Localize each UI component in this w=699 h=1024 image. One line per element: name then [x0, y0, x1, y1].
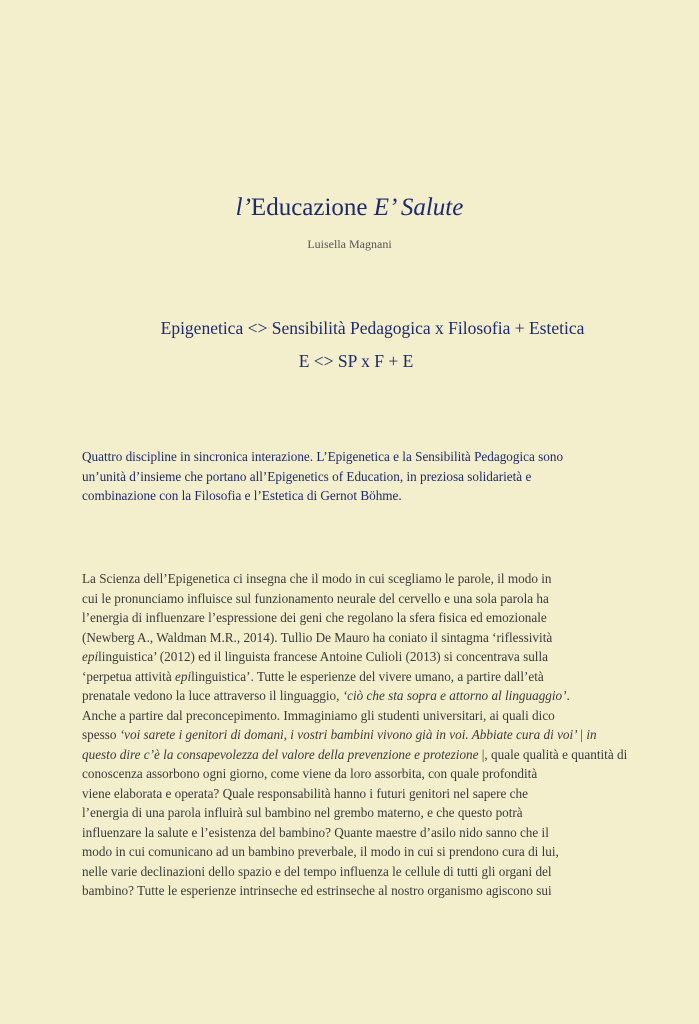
- body-line: [82, 745, 642, 765]
- formula-words: Epigenetica <> Sensibilità Pedagogica x Filosofia + Estetica: [160, 318, 585, 338]
- body-line: Anche a partire dal preconcepimento. Immaginiamo gli studenti universitari, ai quali dico: [82, 707, 555, 723]
- body-line: l’energia di una parola influirà sul bambino nel grembo materno, e che questo potrà: [82, 805, 523, 820]
- body-line: La Scienza dell’Epigenetica ci insegna che il modo in cui scegliamo le parole, il modo in: [82, 571, 552, 586]
- body-line: conoscenza assorbono ogni giorno, come viene da loro assorbita, con quale profondità: [82, 766, 538, 781]
- intro-line: combinazione con la Filosofia e l’Estetica di Gernot Böhme.: [82, 488, 402, 503]
- body-line: [82, 667, 642, 687]
- body-line: modo in cui comunicano ad un bambino preverbale, il modo in cui si prendono cura di lui,: [82, 844, 559, 859]
- body-line: [82, 686, 642, 706]
- body-text: linguistica’. Tutte le esperienze del vivere umano, a partire dall’età: [191, 668, 544, 684]
- body-text: prenatale vedono la luce attraverso il linguaggio,: [82, 688, 343, 703]
- italic-quote: questo dire c’è la consapevolezza del valore della prevenzione e protezione: [82, 746, 479, 762]
- formula-abbrev: E <> SP x F + E: [298, 351, 414, 371]
- intro-paragraph: [82, 447, 642, 506]
- body-text: spesso: [82, 727, 120, 742]
- body-text: linguistica’ (2012) ed il linguista francese Antoine Culioli (2013) si concentrava sulla: [98, 649, 548, 664]
- body-text: .: [566, 688, 570, 703]
- italic-prefix: epi: [82, 649, 99, 664]
- body-line: [82, 647, 642, 667]
- body-text: ‘perpetua attività: [82, 668, 176, 684]
- document-title: [0, 194, 699, 222]
- body-line: bambino? Tutte le esperienze intrinseche ed estrinseche al nostro organismo agiscono sui: [82, 883, 552, 898]
- title-emphasis: E’ Salute: [373, 194, 464, 221]
- body-text: |, quale qualità e quantità di: [478, 746, 628, 762]
- title-article: l’: [235, 194, 251, 221]
- body-line: (Newberg A., Waldman M.R., 2014). Tullio De Mauro ha coniato il sintagma ‘riflessività: [82, 629, 553, 645]
- italic-quote: ‘voi sarete i genitori di domani, i vostri bambini vivono già in voi. Abbiate cura di voi’ | in: [119, 727, 597, 742]
- body-line: cui le pronunciamo influisce sul funzionamento neurale del cervello e una sola parola ha: [82, 590, 549, 606]
- body-line: nelle varie declinazioni dello spazio e del tempo influenza le cellule di tutti gli organi del: [82, 863, 552, 879]
- italic-prefix: epi: [175, 668, 192, 684]
- title-main: Educazione: [250, 194, 374, 221]
- author-name: Luisella Magnani: [307, 237, 392, 251]
- body-line: influenzare la salute e l’esistenza del bambino? Quante maestre d’asilo nido sanno che il: [82, 824, 549, 840]
- body-line: l’energia di influenzare l’espressione dei geni che regolano la sfera fisica ed emozionale: [82, 610, 547, 625]
- intro-line: Quattro discipline in sincronica interazione. L’Epigenetica e la Sensibilità Pedagogica sono: [82, 449, 564, 464]
- body-paragraph: [82, 569, 642, 901]
- italic-quote: ‘ciò che sta sopra e attorno al linguaggio’: [342, 688, 567, 703]
- body-line: [82, 725, 642, 745]
- intro-line: un’unità d’insieme che portano all’Epigenetics of Education, in preziosa solidarietà e: [82, 468, 532, 484]
- body-line: viene elaborata e operata? Quale responsabilità hanno i futuri genitori nel sapere che: [82, 785, 528, 801]
